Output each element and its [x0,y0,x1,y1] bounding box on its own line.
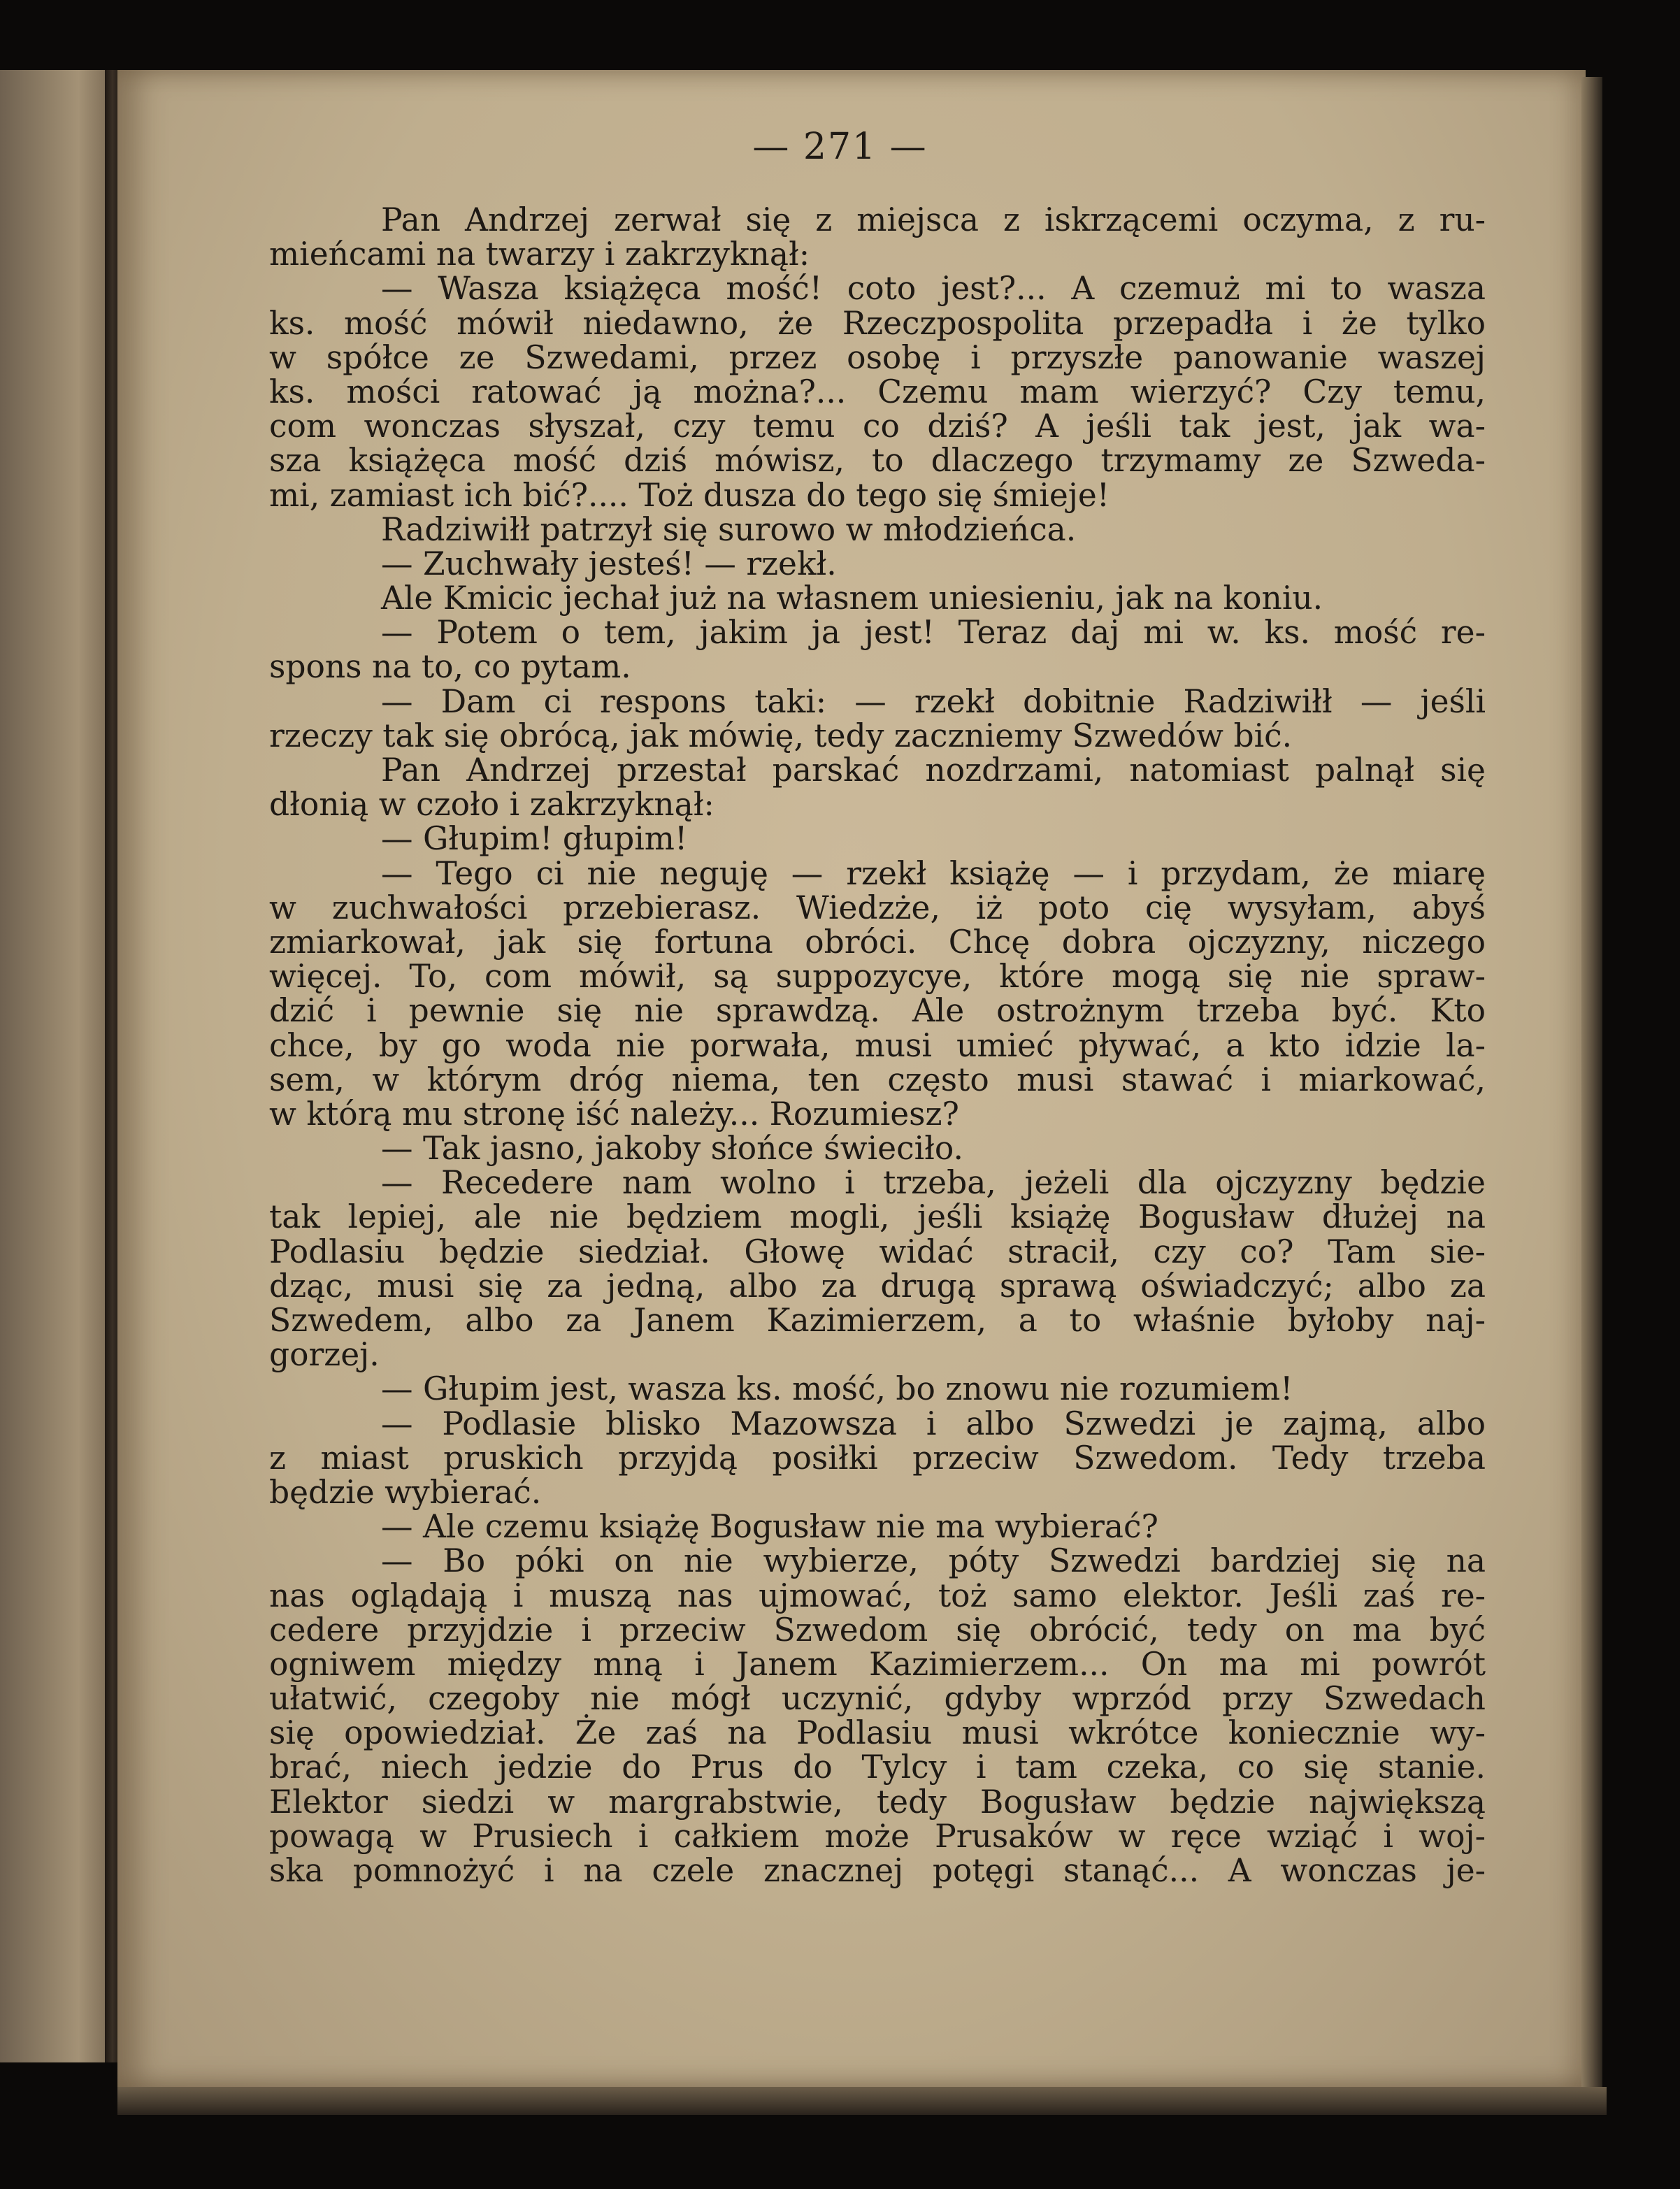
text-line: Szwedem, albo za Janem Kazimierzem, a to właśnie byłoby naj- [269,1302,1486,1339]
text-line: w którą mu stronę iść należy... Rozumiesz? [269,1095,959,1133]
text-line: — Ale czemu książę Bogusław nie ma wybierać? [381,1508,1158,1546]
text-line: — Podlasie blisko Mazowsza i albo Szwedzi je zajmą, albo [381,1405,1486,1442]
left-page-edge [0,70,112,2062]
text-line: — Tego ci nie neguję — rzekł książę — i przydam, że miarę [381,854,1486,892]
text-line: sza książęca mość dziś mówisz, to dlaczego trzymamy ze Szweda- [269,442,1486,480]
text-line: dząc, musi się za jedną, albo za drugą sprawą oświadczyć; albo za [269,1267,1486,1305]
text-line: spons na to, co pytam. [269,648,631,686]
text-line: — Zuchwały jesteś! — rzekł. [381,545,837,582]
text-line: ułatwić, czegoby nie mógł uczynić, gdyby wprzód przy Szwedach [269,1680,1486,1718]
text-line: z miast pruskich przyjdą posiłki przeciw Szwedom. Tedy trzeba [269,1439,1486,1477]
text-line: dłonią w czoło i zakrzyknął: [269,786,715,824]
text-line: chce, by go woda nie porwała, musi umieć pływać, a kto idzie la- [269,1026,1486,1064]
text-line: com wonczas słyszał, czy temu co dziś? A jeśli tak jest, jak wa- [269,408,1486,445]
text-line: tak lepiej, ale nie będziem mogli, jeśli książę Bogusław dłużej na [269,1198,1486,1236]
text-line: — Głupim jest, wasza ks. mość, bo znowu nie rozumiem! [381,1370,1293,1408]
text-line: Elektor siedzi w margrabstwie, tedy Bogusław będzie największą [269,1783,1486,1821]
text-line: powagą w Prusiech i całkiem może Prusaków w ręce wziąć i woj- [269,1817,1486,1855]
text-line: — Tak jasno, jakoby słońce świeciło. [381,1130,963,1168]
text-line: — Dam ci respons taki: — rzekł dobitnie Radziwiłł — jeśli [381,682,1486,720]
text-line: rzeczy tak się obrócą, jak mówię, tedy zaczniemy Szwedów bić. [269,717,1293,754]
body-text [269,203,1486,1888]
text-line: — Głupim! głupim! [381,820,688,858]
text-line: ogniwem między mną i Janem Kazimierzem... On ma mi powrót [269,1645,1486,1683]
text-line: ska pomnożyć i na czele znacznej potęgi stanąć... A wonczas je- [269,1852,1486,1889]
text-line: nas oglądają i muszą nas ujmować, toż samo elektor. Jeśli zaś re- [269,1577,1486,1614]
text-line: ks. mość mówił niedawno, że Rzeczpospolita przepadła i że tylko [269,304,1486,342]
text-line: — Wasza książęca mość! coto jest?... A czemuż mi to wasza [381,270,1486,308]
text-line: będzie wybierać. [269,1473,542,1511]
text-line: — Potem o tem, jakim ja jest! Teraz daj mi w. ks. mość re- [381,614,1486,652]
text-line: cedere przyjdzie i przeciw Szwedom się obrócić, tedy on ma być [269,1611,1486,1649]
text-line: w spółce ze Szwedami, przez osobę i przyszłe panowanie waszej [269,338,1486,376]
text-line: mi, zamiast ich bić?.... Toż dusza do tego się śmieje! [269,476,1110,514]
page-number: — 271 — [752,126,928,168]
text-line: Pan Andrzej zerwał się z miejsca z iskrzącemi oczyma, z ru- [381,201,1486,238]
text-line: mieńcami na twarzy i zakrzyknął: [269,236,810,273]
text-line: Pan Andrzej przestał parskać nozdrzami, natomiast palnął się [381,752,1486,789]
text-line: Ale Kmicic jechał już na własnem uniesieniu, jak na koniu. [381,580,1323,617]
text-line: w zuchwałości przebierasz. Wiedzże, iż poto cię wysyłam, abyś [269,889,1486,926]
text-line: brać, niech jedzie do Prus do Tylcy i tam czeka, co się stanie. [269,1749,1486,1786]
text-line: zmiarkował, jak się fortuna obróci. Chcę dobra ojczyzny, niczego [269,923,1486,961]
text-line: więcej. To, com mówił, są suppozycye, które mogą się nie spraw- [269,958,1486,996]
text-line: ks. mości ratować ją można?... Czemu mam wierzyć? Czy temu, [269,373,1486,410]
text-line: sem, w którym dróg niema, ten często musi stawać i miarkować, [269,1061,1486,1098]
text-line: Podlasiu będzie siedział. Głowę widać stracił, czy co? Tam sie- [269,1233,1486,1270]
text-line: dzić i pewnie się nie sprawdzą. Ale ostrożnym trzeba być. Kto [269,992,1486,1030]
right-page-edge [1581,77,1602,2090]
text-line: się opowiedział. Że zaś na Podlasiu musi wkrótce koniecznie wy- [269,1714,1486,1752]
bottom-page-edge [117,2087,1607,2115]
text-line: — Bo póki on nie wybierze, póty Szwedzi bardziej się na [381,1542,1486,1580]
text-line: gorzej. [269,1336,380,1374]
text-line: Radziwiłł patrzył się surowo w młodzieńca. [381,510,1077,548]
text-line: — Recedere nam wolno i trzeba, jeżeli dla ojczyzny będzie [381,1164,1486,1202]
